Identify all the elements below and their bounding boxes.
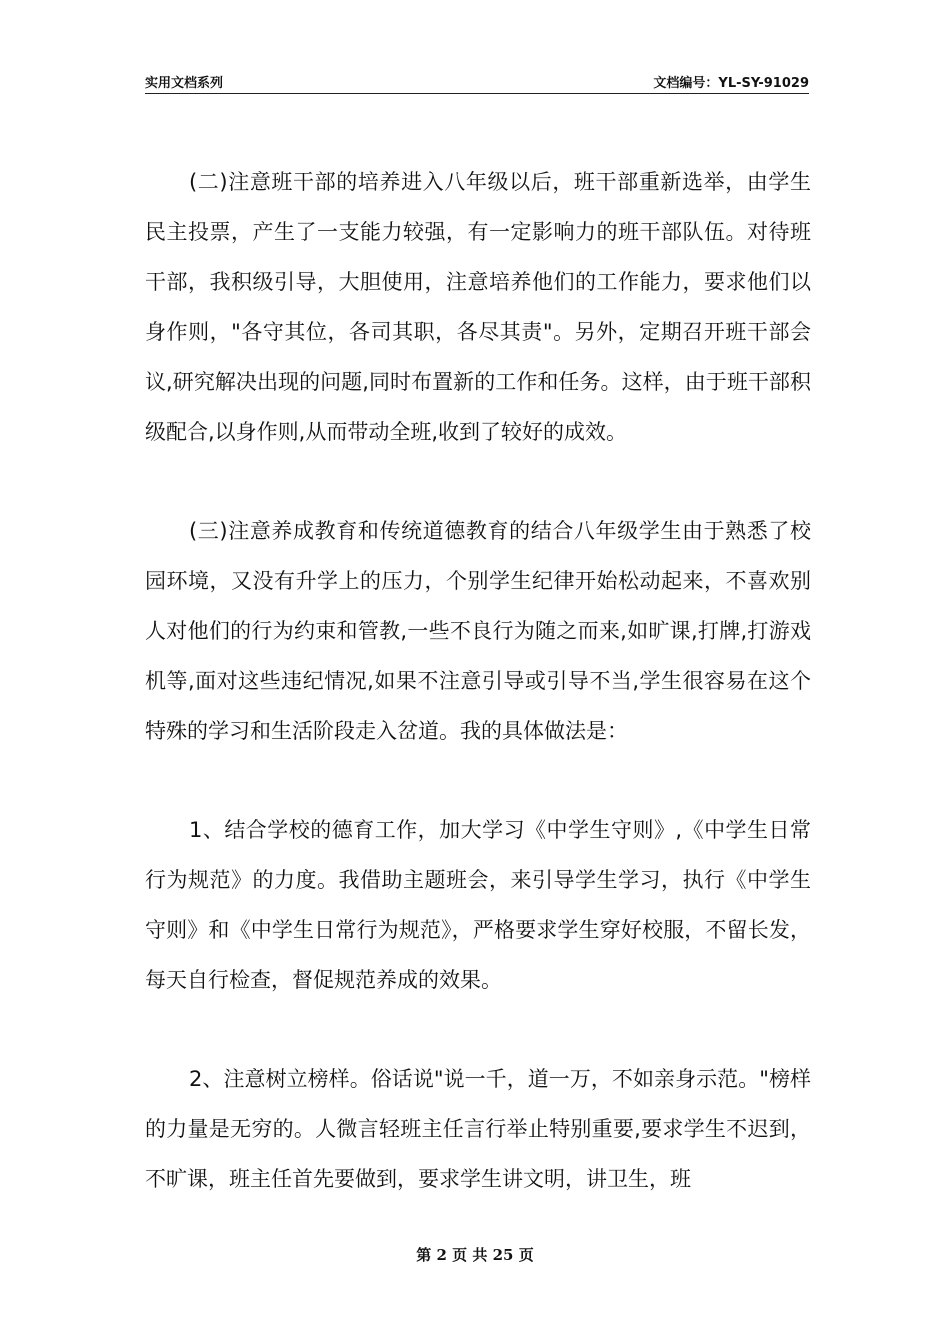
paragraph-item-1: 1、结合学校的德育工作，加大学习《中学生守则》,《中学生日常行为规范》的力度。我借助主题班会，来引导学生学习，执行《中学生守则》和《中学生日常行为规范》，严格要求学生穿好校服，不留长发，每天自行检查，督促规范养成的效果。 <box>145 818 811 992</box>
series-title: 实用文档系列 <box>145 76 224 91</box>
document-number: 文档编号：YL-SY-91029 <box>653 76 809 91</box>
page-number: 第 2 页 共 25 页 <box>416 1246 534 1264</box>
paragraph-class-cadre: (二)注意班干部的培养进入八年级以后，班干部重新选举，由学生民主投票，产生了一支能力较强，有一定影响力的班干部队伍。对待班干部，我积级引导，大胆使用，注意培养他们的工作能力，要求他们以身作则，"各守其位，各司其职，各尽其责"。另外，定期召开班干部会议,研究解决出现的问题,同时布置新的工作和任务。这样，由于班干部积级配合,以身作则,从而带动全班,收到了较好的成效。 <box>145 170 811 444</box>
paragraph-moral-education: (三)注意养成教育和传统道德教育的结合八年级学生由于熟悉了校园环境，又没有升学上的压力，个别学生纪律开始松动起来，不喜欢别人对他们的行为约束和管教,一些不良行为随之而来,如旷课,打牌,打游戏机等,面对这些违纪情况,如果不注意引导或引导不当,学生很容易在这个特殊的学习和生活阶段走入岔道。我的具体做法是： <box>145 519 811 743</box>
document-body <box>145 157 811 1253</box>
paragraph-item-2: 2、注意树立榜样。俗话说"说一千，道一万，不如亲身示范。"榜样的力量是无穷的。人微言轻班主任言行举止特别重要,要求学生不迟到，不旷课，班主任首先要做到，要求学生讲文明，讲卫生，班 <box>145 1067 811 1191</box>
header-divider <box>145 93 809 94</box>
page-header <box>145 72 809 92</box>
